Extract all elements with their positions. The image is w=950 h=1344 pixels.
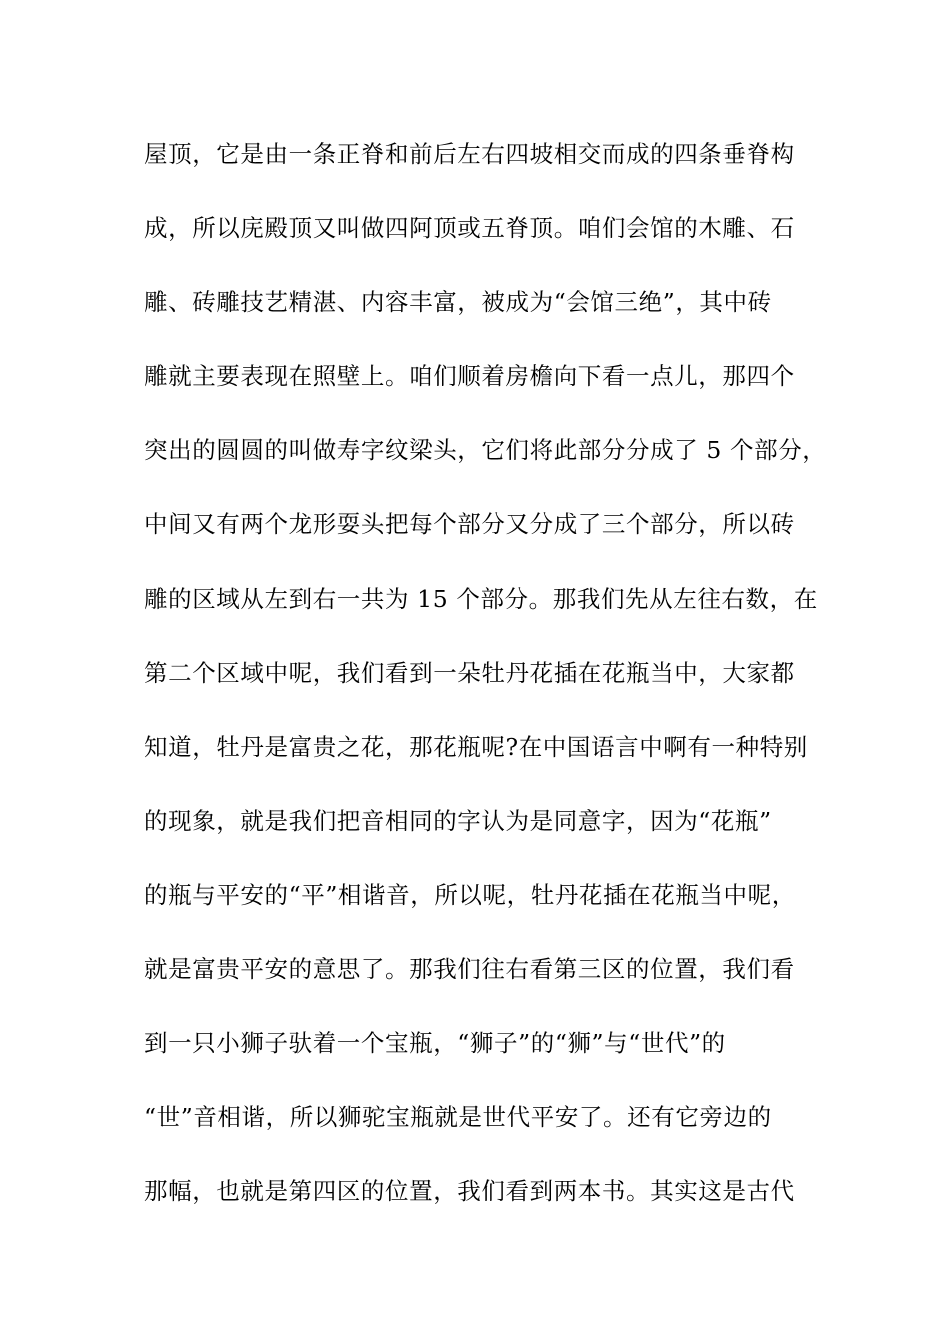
text-line: 成，所以庑殿顶又叫做四阿顶或五脊顶。咱们会馆的木雕、石 — [144, 214, 795, 243]
text-line: 雕、砖雕技艺精湛、内容丰富，被成为“会馆三绝”，其中砖 — [144, 288, 772, 317]
text-line: 雕就主要表现在照壁上。咱们顺着房檐向下看一点儿，那四个 — [144, 362, 795, 391]
text-line: 雕的区域从左到右一共为 15 个部分。那我们先从左往右数，在 — [144, 584, 818, 613]
text-line: 突出的圆圆的叫做寿字纹梁头，它们将此部分分成了 5 个部分， — [144, 436, 827, 465]
text-line: 中间又有两个龙形耍头把每个部分又分成了三个部分，所以砖 — [144, 510, 795, 539]
text-line: 的现象，就是我们把音相同的字认为是同意字，因为“花瓶” — [144, 806, 772, 835]
text-line: 那幅，也就是第四区的位置，我们看到两本书。其实这是古代 — [144, 1177, 795, 1206]
text-line: 到一只小狮子驮着一个宝瓶，“狮子”的“狮”与“世代”的 — [144, 1029, 726, 1058]
body-text — [144, 130, 844, 1241]
text-line: 就是富贵平安的意思了。那我们往右看第三区的位置，我们看 — [144, 955, 795, 984]
text-line: 屋顶，它是由一条正脊和前后左右四坡相交而成的四条垂脊构 — [144, 140, 795, 168]
text-line: “世”音相谐，所以狮驼宝瓶就是世代平安了。还有它旁边的 — [144, 1103, 772, 1132]
text-line: 第二个区域中呢，我们看到一朵牡丹花插在花瓶当中，大家都 — [144, 658, 795, 687]
text-line: 的瓶与平安的“平”相谐音，所以呢，牡丹花插在花瓶当中呢， — [144, 880, 796, 909]
text-line: 知道，牡丹是富贵之花，那花瓶呢?在中国语言中啊有一种特别 — [144, 732, 808, 761]
